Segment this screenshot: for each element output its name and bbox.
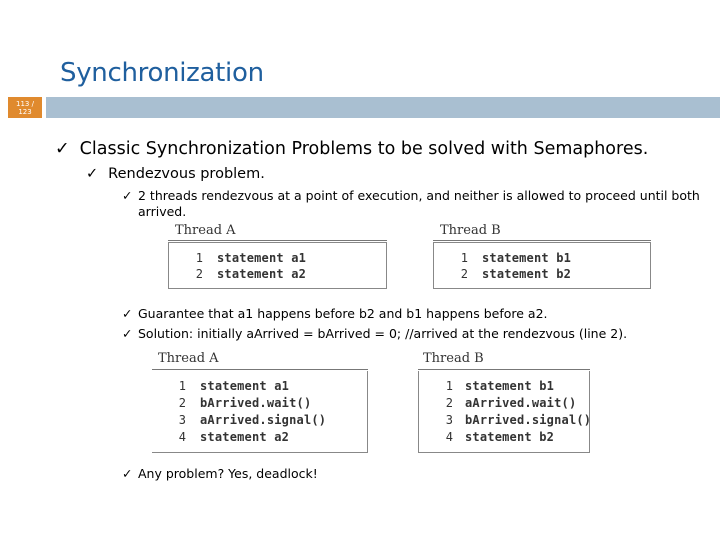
bullet-problem — [122, 466, 318, 482]
table1-thread-a-code — [168, 242, 387, 289]
code-statement: statement b2 — [465, 430, 555, 444]
line-number: 4 — [178, 430, 186, 444]
code-statement: statement b1 — [482, 251, 572, 265]
code-statement: bArrived.wait() — [200, 396, 312, 410]
line-number: 2 — [445, 396, 453, 410]
bullet-main-text: Classic Synchronization Problems to be solved with Semaphores. — [79, 139, 649, 159]
checkmark-icon: ✓ — [86, 166, 99, 182]
code-statement: statement a2 — [200, 430, 290, 444]
bullet-rendezvous-text: Rendezvous problem. — [108, 166, 265, 182]
line-number: 1 — [195, 251, 203, 265]
table1-thread-b-title: Thread B — [440, 223, 501, 238]
bullet-solution — [122, 326, 627, 342]
line-number: 3 — [178, 413, 186, 427]
line-number: 2 — [178, 396, 186, 410]
page-number-total: 123 — [18, 108, 32, 116]
code-statement: statement a1 — [217, 251, 307, 265]
title-bar — [46, 97, 720, 118]
table2-thread-b-title: Thread B — [423, 351, 484, 366]
table1-thread-b-separator — [433, 240, 651, 241]
checkmark-icon: ✓ — [122, 466, 133, 481]
checkmark-icon: ✓ — [55, 139, 70, 159]
code-statement: aArrived.wait() — [465, 396, 577, 410]
table2-thread-a-title: Thread A — [158, 351, 219, 366]
checkmark-icon: ✓ — [122, 326, 133, 341]
bullet-main — [55, 139, 648, 159]
bullet-rendezvous — [86, 166, 265, 182]
bullet-guarantee — [122, 306, 548, 322]
table2-thread-b-code — [418, 371, 590, 453]
code-statement: statement b2 — [482, 267, 572, 281]
code-statement: bArrived.signal() — [465, 413, 592, 427]
line-number: 1 — [445, 379, 453, 393]
bullet-solution-text: Solution: initially aArrived = bArrived = 0; //arrived at the rendezvous (line 2). — [138, 326, 628, 341]
table1-thread-a-separator — [168, 240, 387, 241]
line-number: 4 — [445, 430, 453, 444]
page-number-current: 113 / — [16, 100, 34, 108]
line-number: 3 — [445, 413, 453, 427]
slide-title: Synchronization — [60, 58, 264, 88]
code-statement: statement a2 — [217, 267, 307, 281]
bullet-problem-text: Any problem? Yes, deadlock! — [138, 466, 318, 481]
table2-thread-a-separator — [152, 369, 368, 370]
table1-thread-b-code — [433, 242, 651, 289]
checkmark-icon: ✓ — [122, 306, 133, 321]
line-number: 1 — [178, 379, 186, 393]
bullet-description — [122, 188, 700, 220]
checkmark-icon: ✓ — [122, 188, 133, 203]
code-statement: statement a1 — [200, 379, 290, 393]
line-number: 2 — [460, 267, 468, 281]
page-number-badge — [8, 97, 42, 118]
code-statement: aArrived.signal() — [200, 413, 327, 427]
bullet-guarantee-text: Guarantee that a1 happens before b2 and b1 happens before a2. — [138, 306, 548, 321]
table2-thread-b-separator — [418, 369, 590, 370]
code-statement: statement b1 — [465, 379, 555, 393]
bullet-description-line1: 2 threads rendezvous at a point of execution, and neither is allowed to proceed until both — [138, 188, 700, 203]
line-number: 1 — [460, 251, 468, 265]
line-number: 2 — [195, 267, 203, 281]
table1-thread-a-title: Thread A — [175, 223, 236, 238]
bullet-description-line2: arrived. — [138, 204, 187, 219]
table2-thread-a-code — [152, 371, 368, 453]
